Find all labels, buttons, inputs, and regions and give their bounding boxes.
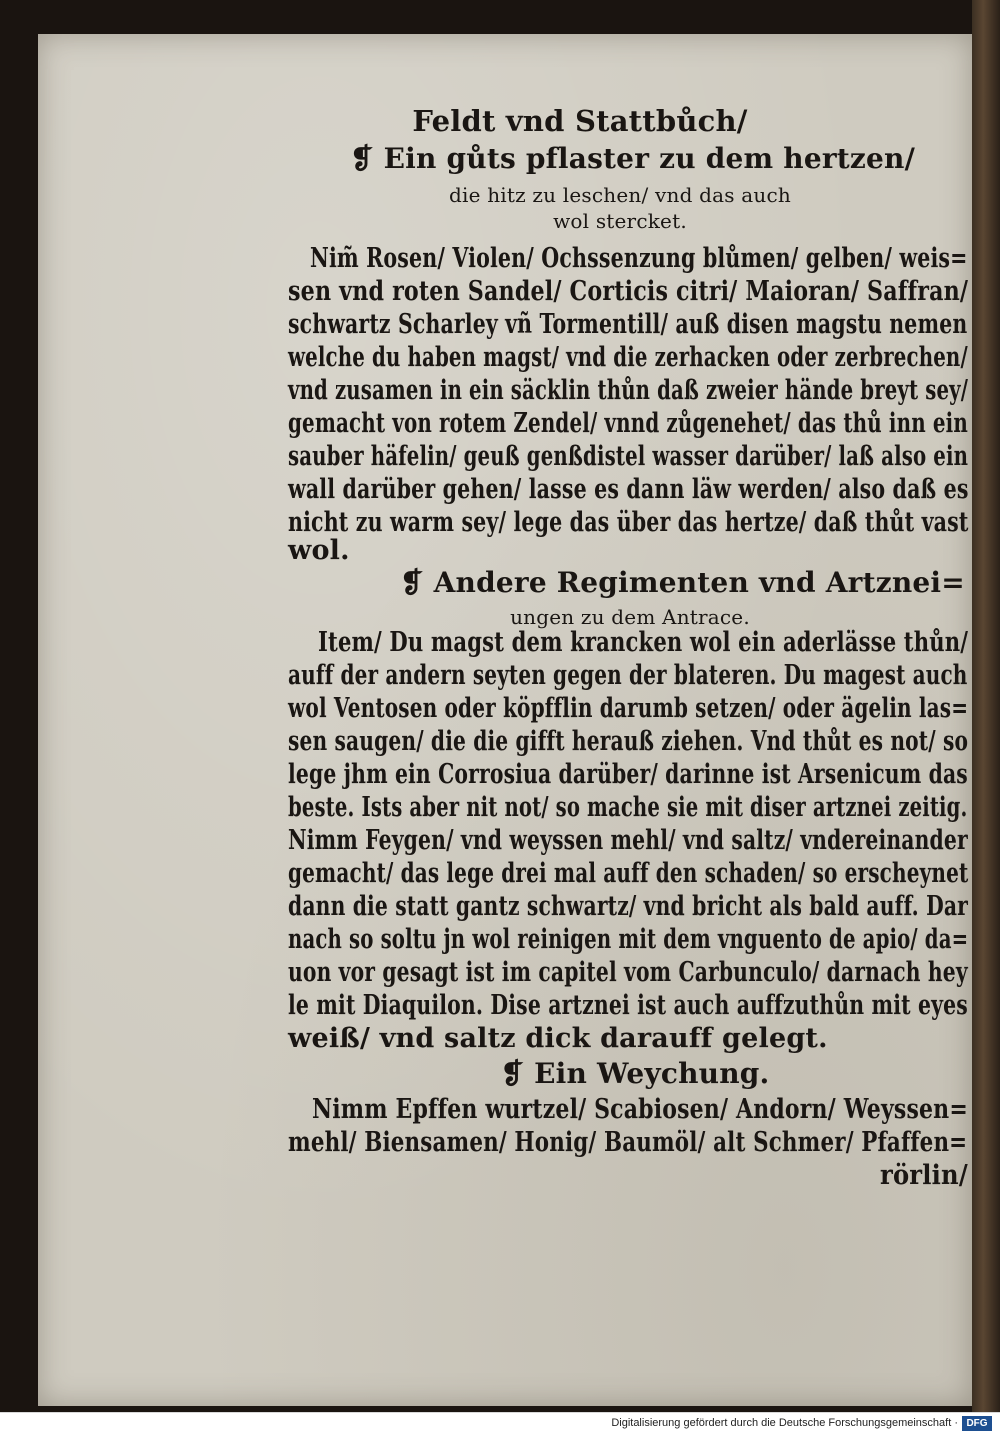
section-1-body-line: wol. bbox=[288, 535, 350, 566]
section-2-body-line: Item/ Du magst dem krancken wol ein aderlässe thůn/ bbox=[318, 627, 969, 658]
section-3-heading: ❡ Ein Weychung. bbox=[500, 1057, 770, 1090]
section-1-body-line: gemacht von rotem Zendel/ vnnd zůgenehet/ das thů inn ein bbox=[288, 408, 968, 439]
section-1-body-line: welche du haben magst/ vnd die zerhacken oder zerbrechen/ bbox=[288, 342, 968, 373]
section-2-heading-line-2: ungen zu dem Antrace. bbox=[510, 605, 750, 629]
section-2-body-line: wol Ventosen oder köpfflin darumb setzen/ oder ägelin las= bbox=[288, 693, 969, 724]
section-1-body-line: vnd zusamen in ein säcklin thůn daß zweier hände breyt sey/ bbox=[288, 375, 969, 406]
section-2-body-line: dann die statt gantz schwartz/ vnd bricht als bald auff. Dar bbox=[288, 891, 969, 922]
section-2-body-line: lege jhm ein Corrosiua darüber/ darinne ist Arsenicum das bbox=[288, 759, 968, 790]
section-2-body-line: uon vor gesagt ist im capitel vom Carbunculo/ darnach hey bbox=[288, 957, 968, 988]
section-2-body-line: nach so soltu jn wol reinigen mit dem vnguento de apio/ da= bbox=[288, 924, 969, 955]
catchword: rörlin/ bbox=[880, 1160, 968, 1191]
running-header: Feldt vnd Stattbůch/ bbox=[412, 104, 748, 138]
footer-bar bbox=[0, 1412, 1000, 1435]
section-1-heading-line-2: die hitz zu leschen/ vnd das auch bbox=[449, 183, 791, 207]
section-1-body-line: schwartz Scharley vñ Tormentill/ auß disen magstu nemen bbox=[288, 309, 968, 340]
dfg-logo[interactable]: DFG bbox=[962, 1416, 992, 1431]
section-3-body-line: Nimm Epffen wurtzel/ Scabiosen/ Andorn/ Weyssen= bbox=[312, 1094, 968, 1125]
section-2-body-line: weiß/ vnd saltz dick darauff gelegt. bbox=[288, 1023, 828, 1054]
section-2-body-line: Nimm Feygen/ vnd weyssen mehl/ vnd saltz/ vndereinander bbox=[288, 825, 968, 856]
section-1-body-line: Nim̃ Rosen/ Violen/ Ochssenzung blůmen/ gelben/ weis= bbox=[310, 243, 968, 274]
funding-credit: Digitalisierung gefördert durch die Deutsche Forschungsgemeinschaft · bbox=[611, 1417, 958, 1429]
section-2-body-line: gemacht/ das lege drei mal auff den schaden/ so erscheynet bbox=[288, 858, 969, 889]
section-2-body-line: sen saugen/ die die gifft herauß ziehen. Vnd thůt es not/ so bbox=[288, 726, 969, 757]
section-1-body-line: nicht zu warm sey/ lege das über das hertze/ daß thůt vast bbox=[288, 507, 969, 538]
section-2-body-line: auff der andern seyten gegen der blateren. Du magest auch bbox=[288, 660, 968, 691]
section-1-heading-line-3: wol stercket. bbox=[553, 209, 687, 233]
section-2-body-line: beste. Ists aber nit not/ so mache sie mit diser artznei zeitig. bbox=[288, 792, 968, 823]
section-3-body-line: mehl/ Biensamen/ Honig/ Baumöl/ alt Schmer/ Pfaffen= bbox=[288, 1127, 968, 1158]
section-1-body-line: wall darüber gehen/ lasse es dann läw werden/ also daß es bbox=[288, 474, 969, 505]
section-1-heading-line-1: ❡ Ein gůts pflaster zu dem hertzen/ bbox=[350, 142, 916, 175]
section-2-body-line: le mit Diaquilon. Dise artznei ist auch auffzuthůn mit eyes bbox=[288, 990, 968, 1021]
section-1-body-line: sen vnd roten Sandel/ Corticis citri/ Maioran/ Saffran/ bbox=[288, 276, 969, 307]
section-1-body-line: sauber häfelin/ geuß genßdistel wasser darüber/ laß also ein bbox=[288, 441, 969, 472]
section-2-heading-line-1: ❡ Andere Regimenten vnd Artznei= bbox=[400, 566, 965, 599]
